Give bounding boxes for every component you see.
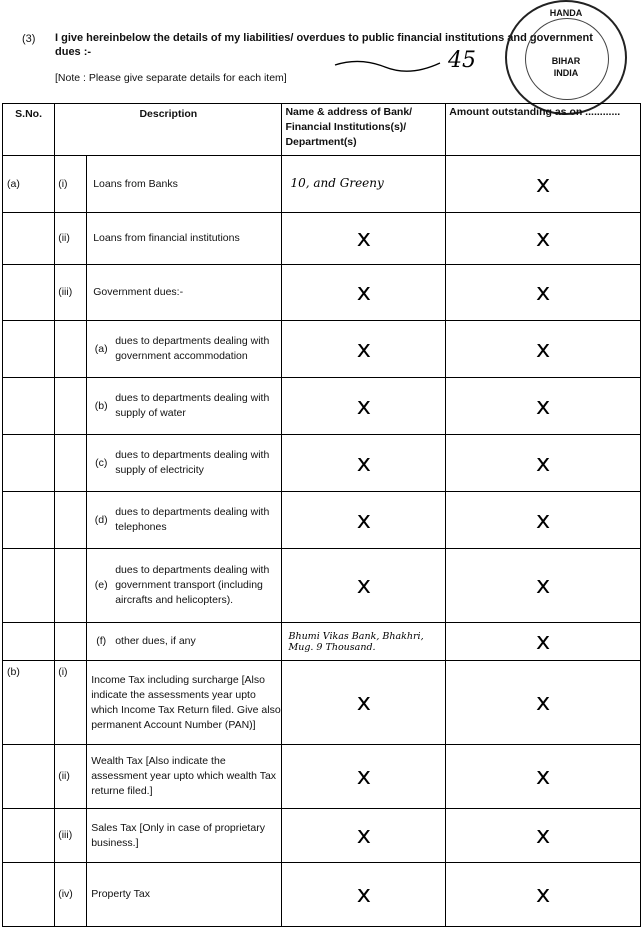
- row-amount: x: [536, 880, 551, 908]
- table-row: [3, 492, 641, 549]
- row-description: dues to departments dealing with supply of water: [115, 392, 270, 419]
- row-amount: x: [536, 169, 551, 198]
- row-sno: [3, 265, 55, 321]
- row-sub: (i): [55, 156, 87, 213]
- row-bank: Bhumi Vikas Bank, Bhakhri, Mug. 9 Thousand.: [288, 630, 424, 653]
- table-row: [3, 661, 641, 745]
- row-sno: [3, 863, 55, 927]
- header-bank: Name & address of Bank/ Financial Institutions(s)/ Department(s): [282, 104, 446, 156]
- table-row: [3, 623, 641, 661]
- row-bank: x: [356, 505, 371, 534]
- row-bank: x: [356, 571, 371, 599]
- table-row: [3, 156, 641, 213]
- row-description: Income Tax including surcharge [Also indicate the assessments year upto which Income Tax Return filed. Give also permanent Account Number (PAN)]: [87, 661, 282, 745]
- row-description: Government dues:-: [87, 265, 282, 321]
- row-sno: [3, 549, 55, 623]
- row-sub: [55, 549, 87, 623]
- row-description: Wealth Tax [Also indicate the assessment year upto which wealth Tax returne filed.]: [87, 745, 282, 809]
- table-row: [3, 378, 641, 435]
- row-sno: [3, 745, 55, 809]
- row-description: Loans from Banks: [87, 156, 282, 213]
- row-bank: x: [356, 278, 371, 306]
- row-amount: x: [536, 278, 551, 306]
- row-bank: x: [356, 224, 371, 252]
- row-bank: x: [356, 688, 371, 716]
- row-description: other dues, if any: [115, 635, 196, 647]
- row-description: dues to departments dealing with government transport (including aircrafts and helicopters).: [115, 564, 270, 606]
- row-bank: x: [356, 880, 371, 908]
- row-sub: (iii): [55, 265, 87, 321]
- table-row: [3, 863, 641, 927]
- row-bank: x: [356, 821, 371, 849]
- seal-text-top: HANDA: [549, 8, 583, 18]
- row-amount: x: [536, 448, 551, 477]
- official-seal: [505, 0, 627, 115]
- row-amount: x: [536, 762, 551, 790]
- row-sno: [3, 809, 55, 863]
- row-bank: 10, and Greeny: [290, 176, 384, 190]
- row-label: (e): [94, 579, 108, 591]
- row-description: Property Tax: [87, 863, 282, 927]
- liabilities-table: [2, 103, 641, 927]
- table-header-row: [3, 104, 641, 156]
- row-sub: [55, 435, 87, 492]
- section-note: [Note : Please give separate details for each item]: [55, 72, 287, 84]
- row-amount: x: [536, 571, 551, 599]
- row-label: (b): [94, 399, 108, 412]
- row-sno: (a): [3, 156, 55, 213]
- row-description: Loans from financial institutions: [87, 213, 282, 265]
- header-sno: S.No.: [3, 104, 55, 156]
- row-sno: [3, 321, 55, 378]
- row-bank: x: [356, 391, 371, 420]
- row-amount: x: [536, 391, 551, 420]
- row-bank: x: [356, 448, 371, 477]
- row-sub: [55, 492, 87, 549]
- table-row: [3, 745, 641, 809]
- row-label: (a): [94, 342, 108, 355]
- row-sub: (iv): [55, 863, 87, 927]
- seal-text-bottom: INDIA: [553, 68, 579, 78]
- table-row: [3, 549, 641, 623]
- row-sub: (ii): [55, 213, 87, 265]
- signature-scribble: [330, 55, 450, 75]
- table-row: [3, 435, 641, 492]
- table-row: [3, 213, 641, 265]
- row-amount: x: [536, 627, 551, 655]
- row-sno: [3, 435, 55, 492]
- row-sub: (iii): [55, 809, 87, 863]
- seal-text-middle: BIHAR: [551, 56, 581, 66]
- row-sno: [3, 492, 55, 549]
- table-row: [3, 265, 641, 321]
- row-description: Sales Tax [Only in case of proprietary business.]: [87, 809, 282, 863]
- row-bank: x: [356, 762, 371, 790]
- row-amount: x: [536, 821, 551, 849]
- row-amount: x: [536, 688, 551, 716]
- row-bank: x: [356, 334, 371, 363]
- row-description: dues to departments dealing with government accommodation: [115, 335, 270, 362]
- row-sno: (b): [3, 661, 55, 745]
- row-sub: (i): [55, 661, 87, 745]
- handwritten-number: 45: [448, 48, 476, 73]
- row-label: (d): [94, 513, 108, 526]
- row-sub: [55, 623, 87, 661]
- section-intro: I give hereinbelow the details of my liabilities/ overdues to public financial institutions and government dues :-: [55, 32, 593, 58]
- row-sub: (ii): [55, 745, 87, 809]
- row-sno: [3, 213, 55, 265]
- row-sno: [3, 378, 55, 435]
- row-sub: [55, 321, 87, 378]
- row-sno: [3, 623, 55, 661]
- row-amount: x: [536, 334, 551, 363]
- row-label: (f): [96, 635, 107, 647]
- row-label: (c): [95, 456, 108, 469]
- row-description: dues to departments dealing with telephones: [115, 506, 270, 533]
- row-description: dues to departments dealing with supply of electricity: [115, 449, 270, 476]
- table-row: [3, 809, 641, 863]
- section-number: (3): [22, 33, 36, 45]
- header-amount: Amount outstanding as on ............: [446, 104, 641, 156]
- row-amount: x: [536, 505, 551, 534]
- row-amount: x: [536, 224, 551, 252]
- row-sub: [55, 378, 87, 435]
- table-row: [3, 321, 641, 378]
- header-description: Description: [55, 104, 282, 156]
